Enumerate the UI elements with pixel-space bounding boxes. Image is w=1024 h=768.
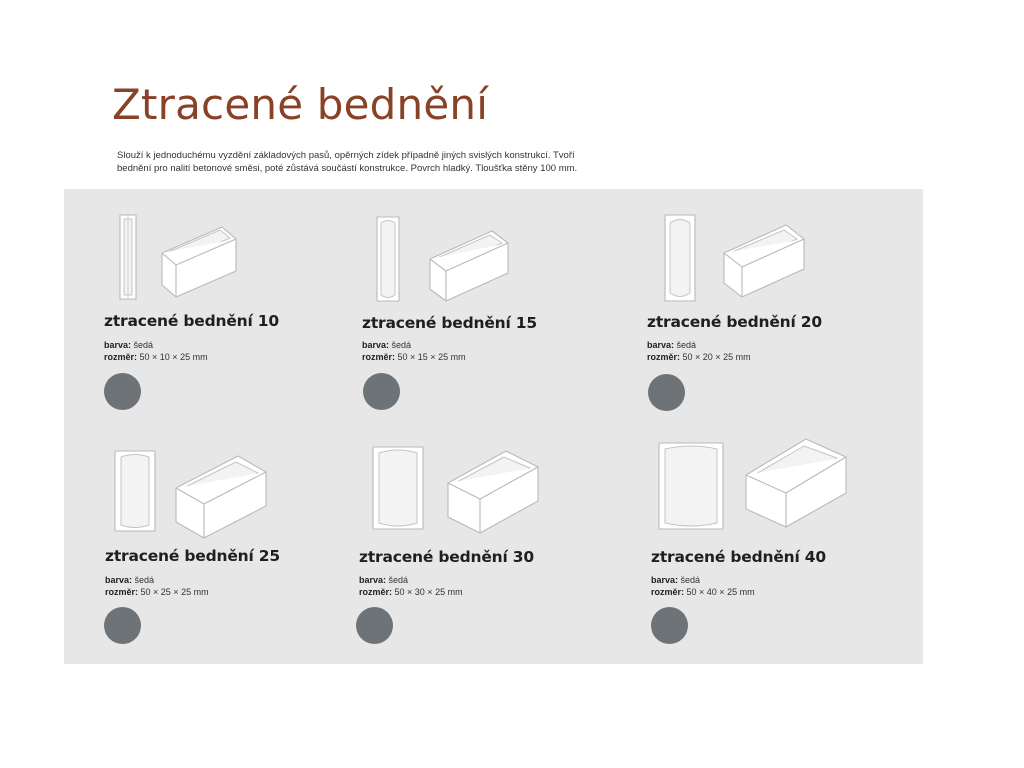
page-title: Ztracené bednění — [112, 80, 489, 129]
color-label: barva: — [104, 340, 132, 350]
size-spec — [651, 587, 755, 597]
color-label: barva: — [105, 575, 133, 585]
color-swatch — [363, 373, 400, 410]
intro-text — [117, 150, 657, 175]
product-name: ztracené bednění 15 — [362, 314, 537, 332]
block-top-view-30 — [370, 445, 426, 531]
color-value: šedá — [133, 340, 154, 350]
intro-line-1: Slouží k jednoduchému vyzdění základových pasů, opěrných zídek případně jiných svislých konstrukcí. Tvoří — [117, 150, 575, 161]
size-label: rozměr: — [362, 352, 396, 362]
size-value: 50 × 10 × 25 mm — [139, 352, 208, 362]
size-value: 50 × 40 × 25 mm — [686, 587, 755, 597]
size-spec — [105, 587, 209, 597]
intro-line-2: bednění pro nalití betonové směsi, poté zůstává součástí konstrukce. Povrch hladký. Tloušťka stěny 100 mm. — [117, 162, 578, 174]
size-label: rozměr: — [647, 352, 681, 362]
block-top-view-15 — [374, 215, 402, 303]
color-swatch — [356, 607, 393, 644]
size-value: 50 × 25 × 25 mm — [140, 587, 209, 597]
block-3d-view-15 — [428, 229, 510, 305]
block-3d-view-30 — [446, 449, 540, 535]
size-label: rozměr: — [359, 587, 393, 597]
color-label: barva: — [362, 340, 390, 350]
block-3d-view-10 — [160, 225, 238, 301]
color-spec — [651, 575, 700, 585]
product-name: ztracené bednění 40 — [651, 548, 826, 566]
color-spec — [104, 340, 153, 350]
block-3d-view-20 — [722, 223, 806, 301]
color-value: šedá — [388, 575, 409, 585]
color-swatch — [104, 607, 141, 644]
size-label: rozměr: — [105, 587, 139, 597]
color-label: barva: — [359, 575, 387, 585]
size-value: 50 × 20 × 25 mm — [682, 352, 751, 362]
color-swatch — [648, 374, 685, 411]
size-spec — [647, 352, 751, 362]
color-spec — [105, 575, 154, 585]
size-spec — [359, 587, 463, 597]
color-spec — [359, 575, 408, 585]
color-value: šedá — [391, 340, 412, 350]
block-top-view-20 — [662, 213, 698, 303]
size-value: 50 × 30 × 25 mm — [394, 587, 463, 597]
color-spec — [647, 340, 696, 350]
block-top-view-10 — [116, 213, 140, 301]
size-label: rozměr: — [104, 352, 138, 362]
color-label: barva: — [647, 340, 675, 350]
size-spec — [104, 352, 208, 362]
block-3d-view-25 — [174, 454, 268, 540]
product-name: ztracené bednění 20 — [647, 313, 822, 331]
color-swatch — [104, 373, 141, 410]
size-value: 50 × 15 × 25 mm — [397, 352, 466, 362]
color-label: barva: — [651, 575, 679, 585]
color-value: šedá — [134, 575, 155, 585]
products-panel — [64, 189, 923, 664]
size-spec — [362, 352, 466, 362]
product-name: ztracené bednění 25 — [105, 547, 280, 565]
size-label: rozměr: — [651, 587, 685, 597]
product-name: ztracené bednění 30 — [359, 548, 534, 566]
product-name: ztracené bednění 10 — [104, 312, 279, 330]
block-3d-view-40 — [744, 437, 848, 529]
color-spec — [362, 340, 411, 350]
block-top-view-40 — [656, 441, 726, 531]
color-value: šedá — [676, 340, 697, 350]
color-value: šedá — [680, 575, 701, 585]
color-swatch — [651, 607, 688, 644]
block-top-view-25 — [112, 449, 158, 533]
